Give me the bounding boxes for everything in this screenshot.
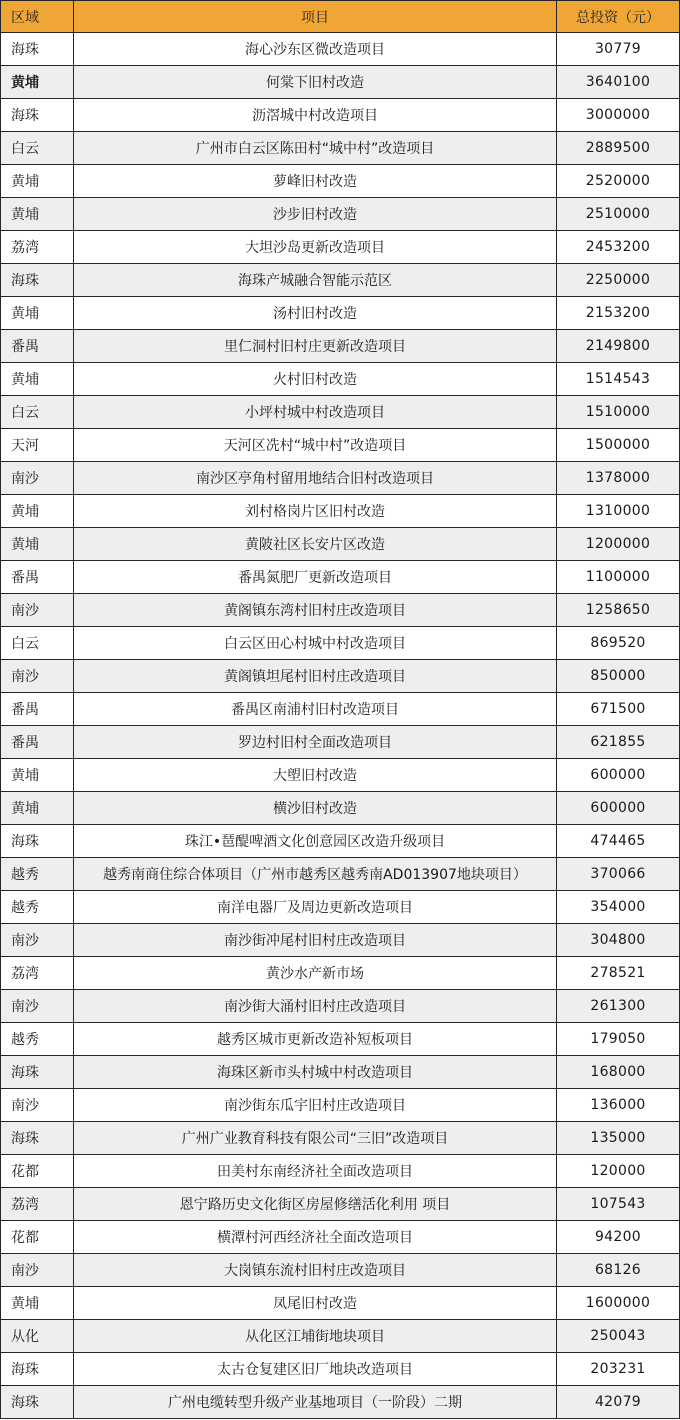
cell-region: 番禺: [1, 726, 74, 759]
table-row: [1, 891, 680, 924]
cell-project: 南沙区亭角村留用地结合旧村改造项目: [74, 462, 557, 495]
table-row: [1, 99, 680, 132]
cell-region: 越秀: [1, 891, 74, 924]
table-row: [1, 660, 680, 693]
table-row: [1, 1155, 680, 1188]
cell-project: 黄沙水产新市场: [74, 957, 557, 990]
cell-project: 黄陂社区长安片区改造: [74, 528, 557, 561]
table-row: [1, 1353, 680, 1386]
table-row: [1, 396, 680, 429]
table-body: [1, 33, 680, 1419]
cell-region: 黄埔: [1, 66, 74, 99]
cell-amount: 2453200: [557, 231, 680, 264]
cell-region: 黄埔: [1, 297, 74, 330]
table-row: [1, 297, 680, 330]
cell-project: 白云区田心村城中村改造项目: [74, 627, 557, 660]
cell-project: 天河区冼村“城中村”改造项目: [74, 429, 557, 462]
cell-amount: 3640100: [557, 66, 680, 99]
table-row: [1, 66, 680, 99]
table-row: [1, 264, 680, 297]
cell-project: 沙步旧村改造: [74, 198, 557, 231]
cell-project: 凤尾旧村改造: [74, 1287, 557, 1320]
table-row: [1, 1122, 680, 1155]
table-row: [1, 693, 680, 726]
cell-amount: 354000: [557, 891, 680, 924]
cell-region: 越秀: [1, 858, 74, 891]
table-row: [1, 759, 680, 792]
cell-project: 从化区江埔街地块项目: [74, 1320, 557, 1353]
cell-region: 南沙: [1, 1254, 74, 1287]
cell-amount: 1500000: [557, 429, 680, 462]
table-row: [1, 627, 680, 660]
cell-region: 荔湾: [1, 1188, 74, 1221]
cell-amount: 250043: [557, 1320, 680, 1353]
cell-project: 萝峰旧村改造: [74, 165, 557, 198]
cell-amount: 1378000: [557, 462, 680, 495]
cell-region: 从化: [1, 1320, 74, 1353]
cell-region: 南沙: [1, 594, 74, 627]
table-row: [1, 726, 680, 759]
cell-amount: 850000: [557, 660, 680, 693]
cell-project: 番禺氮肥厂更新改造项目: [74, 561, 557, 594]
table-row: [1, 924, 680, 957]
cell-region: 黄埔: [1, 198, 74, 231]
header-region: 区域: [1, 1, 74, 33]
cell-region: 海珠: [1, 825, 74, 858]
cell-project: 广州广业教育科技有限公司“三旧”改造项目: [74, 1122, 557, 1155]
cell-region: 南沙: [1, 1089, 74, 1122]
cell-project: 大坦沙岛更新改造项目: [74, 231, 557, 264]
table-row: [1, 594, 680, 627]
cell-project: 海珠区新市头村城中村改造项目: [74, 1056, 557, 1089]
cell-region: 黄埔: [1, 528, 74, 561]
cell-region: 番禺: [1, 330, 74, 363]
cell-region: 花都: [1, 1221, 74, 1254]
cell-amount: 1100000: [557, 561, 680, 594]
cell-amount: 42079: [557, 1386, 680, 1419]
table-row: [1, 957, 680, 990]
cell-project: 番禺区南浦村旧村改造项目: [74, 693, 557, 726]
cell-amount: 304800: [557, 924, 680, 957]
cell-region: 海珠: [1, 1056, 74, 1089]
cell-amount: 1600000: [557, 1287, 680, 1320]
cell-project: 刘村格岗片区旧村改造: [74, 495, 557, 528]
cell-region: 番禺: [1, 561, 74, 594]
table-row: [1, 528, 680, 561]
cell-region: 白云: [1, 396, 74, 429]
table-row: [1, 792, 680, 825]
cell-amount: 203231: [557, 1353, 680, 1386]
cell-region: 海珠: [1, 99, 74, 132]
cell-amount: 261300: [557, 990, 680, 1023]
table-row: [1, 495, 680, 528]
table-row: [1, 1287, 680, 1320]
cell-region: 黄埔: [1, 363, 74, 396]
cell-amount: 30779: [557, 33, 680, 66]
cell-region: 黄埔: [1, 759, 74, 792]
cell-project: 广州市白云区陈田村“城中村”改造项目: [74, 132, 557, 165]
table-row: [1, 858, 680, 891]
cell-region: 黄埔: [1, 495, 74, 528]
cell-amount: 136000: [557, 1089, 680, 1122]
cell-region: 南沙: [1, 924, 74, 957]
cell-amount: 600000: [557, 759, 680, 792]
cell-region: 天河: [1, 429, 74, 462]
cell-amount: 1200000: [557, 528, 680, 561]
cell-region: 海珠: [1, 1386, 74, 1419]
table-row: [1, 1089, 680, 1122]
table-header: [1, 1, 680, 33]
table-row: [1, 1320, 680, 1353]
table-row: [1, 990, 680, 1023]
cell-project: 里仁洞村旧村庄更新改造项目: [74, 330, 557, 363]
cell-amount: 671500: [557, 693, 680, 726]
cell-project: 黄阁镇坦尾村旧村庄改造项目: [74, 660, 557, 693]
cell-project: 南沙街大涌村旧村庄改造项目: [74, 990, 557, 1023]
cell-amount: 2153200: [557, 297, 680, 330]
header-row: [1, 1, 680, 33]
cell-project: 横潭村河西经济社全面改造项目: [74, 1221, 557, 1254]
cell-amount: 1258650: [557, 594, 680, 627]
cell-amount: 168000: [557, 1056, 680, 1089]
cell-region: 番禺: [1, 693, 74, 726]
cell-region: 白云: [1, 627, 74, 660]
cell-region: 越秀: [1, 1023, 74, 1056]
cell-amount: 621855: [557, 726, 680, 759]
cell-amount: 1310000: [557, 495, 680, 528]
cell-project: 大塱旧村改造: [74, 759, 557, 792]
cell-amount: 370066: [557, 858, 680, 891]
cell-region: 黄埔: [1, 792, 74, 825]
cell-region: 花都: [1, 1155, 74, 1188]
cell-project: 田美村东南经济社全面改造项目: [74, 1155, 557, 1188]
table-row: [1, 231, 680, 264]
cell-project: 南沙街东瓜宇旧村庄改造项目: [74, 1089, 557, 1122]
cell-region: 海珠: [1, 33, 74, 66]
table-row: [1, 825, 680, 858]
cell-project: 越秀南商住综合体项目（广州市越秀区越秀南AD013907地块项目）: [74, 858, 557, 891]
cell-project: 横沙旧村改造: [74, 792, 557, 825]
cell-region: 南沙: [1, 462, 74, 495]
cell-region: 白云: [1, 132, 74, 165]
cell-region: 海珠: [1, 1122, 74, 1155]
cell-amount: 94200: [557, 1221, 680, 1254]
cell-amount: 2149800: [557, 330, 680, 363]
cell-amount: 2889500: [557, 132, 680, 165]
cell-project: 珠江•琶醍啤酒文化创意园区改造升级项目: [74, 825, 557, 858]
cell-amount: 2510000: [557, 198, 680, 231]
cell-amount: 120000: [557, 1155, 680, 1188]
cell-amount: 278521: [557, 957, 680, 990]
cell-project: 何棠下旧村改造: [74, 66, 557, 99]
cell-project: 罗边村旧村全面改造项目: [74, 726, 557, 759]
table-row: [1, 33, 680, 66]
cell-amount: 107543: [557, 1188, 680, 1221]
cell-project: 黄阁镇东湾村旧村庄改造项目: [74, 594, 557, 627]
header-amount: 总投资（元）: [557, 1, 680, 33]
table-row: [1, 165, 680, 198]
cell-project: 太古仓复建区旧厂地块改造项目: [74, 1353, 557, 1386]
table-row: [1, 462, 680, 495]
table-row: [1, 1188, 680, 1221]
cell-project: 海珠产城融合智能示范区: [74, 264, 557, 297]
cell-amount: 3000000: [557, 99, 680, 132]
table-row: [1, 1023, 680, 1056]
cell-amount: 2520000: [557, 165, 680, 198]
table-row: [1, 198, 680, 231]
cell-amount: 474465: [557, 825, 680, 858]
cell-region: 荔湾: [1, 231, 74, 264]
cell-amount: 135000: [557, 1122, 680, 1155]
cell-project: 恩宁路历史文化街区房屋修缮活化利用 项目: [74, 1188, 557, 1221]
cell-project: 汤村旧村改造: [74, 297, 557, 330]
cell-project: 南沙街冲尾村旧村庄改造项目: [74, 924, 557, 957]
header-project: 项目: [74, 1, 557, 33]
cell-project: 广州电缆转型升级产业基地项目（一阶段）二期: [74, 1386, 557, 1419]
cell-region: 海珠: [1, 264, 74, 297]
cell-project: 小坪村城中村改造项目: [74, 396, 557, 429]
cell-project: 火村旧村改造: [74, 363, 557, 396]
cell-region: 荔湾: [1, 957, 74, 990]
table-row: [1, 1254, 680, 1287]
cell-amount: 600000: [557, 792, 680, 825]
table-row: [1, 363, 680, 396]
table-row: [1, 1056, 680, 1089]
cell-region: 黄埔: [1, 165, 74, 198]
cell-amount: 869520: [557, 627, 680, 660]
table-row: [1, 1386, 680, 1419]
cell-project: 海心沙东区微改造项目: [74, 33, 557, 66]
table-row: [1, 132, 680, 165]
cell-amount: 1514543: [557, 363, 680, 396]
cell-project: 大岗镇东流村旧村庄改造项目: [74, 1254, 557, 1287]
cell-amount: 1510000: [557, 396, 680, 429]
cell-project: 南洋电器厂及周边更新改造项目: [74, 891, 557, 924]
cell-region: 黄埔: [1, 1287, 74, 1320]
table-row: [1, 330, 680, 363]
cell-region: 南沙: [1, 660, 74, 693]
cell-amount: 68126: [557, 1254, 680, 1287]
cell-project: 沥滘城中村改造项目: [74, 99, 557, 132]
table-row: [1, 429, 680, 462]
cell-region: 南沙: [1, 990, 74, 1023]
cell-region: 海珠: [1, 1353, 74, 1386]
cell-amount: 179050: [557, 1023, 680, 1056]
cell-amount: 2250000: [557, 264, 680, 297]
cell-project: 越秀区城市更新改造补短板项目: [74, 1023, 557, 1056]
table-row: [1, 1221, 680, 1254]
table-row: [1, 561, 680, 594]
